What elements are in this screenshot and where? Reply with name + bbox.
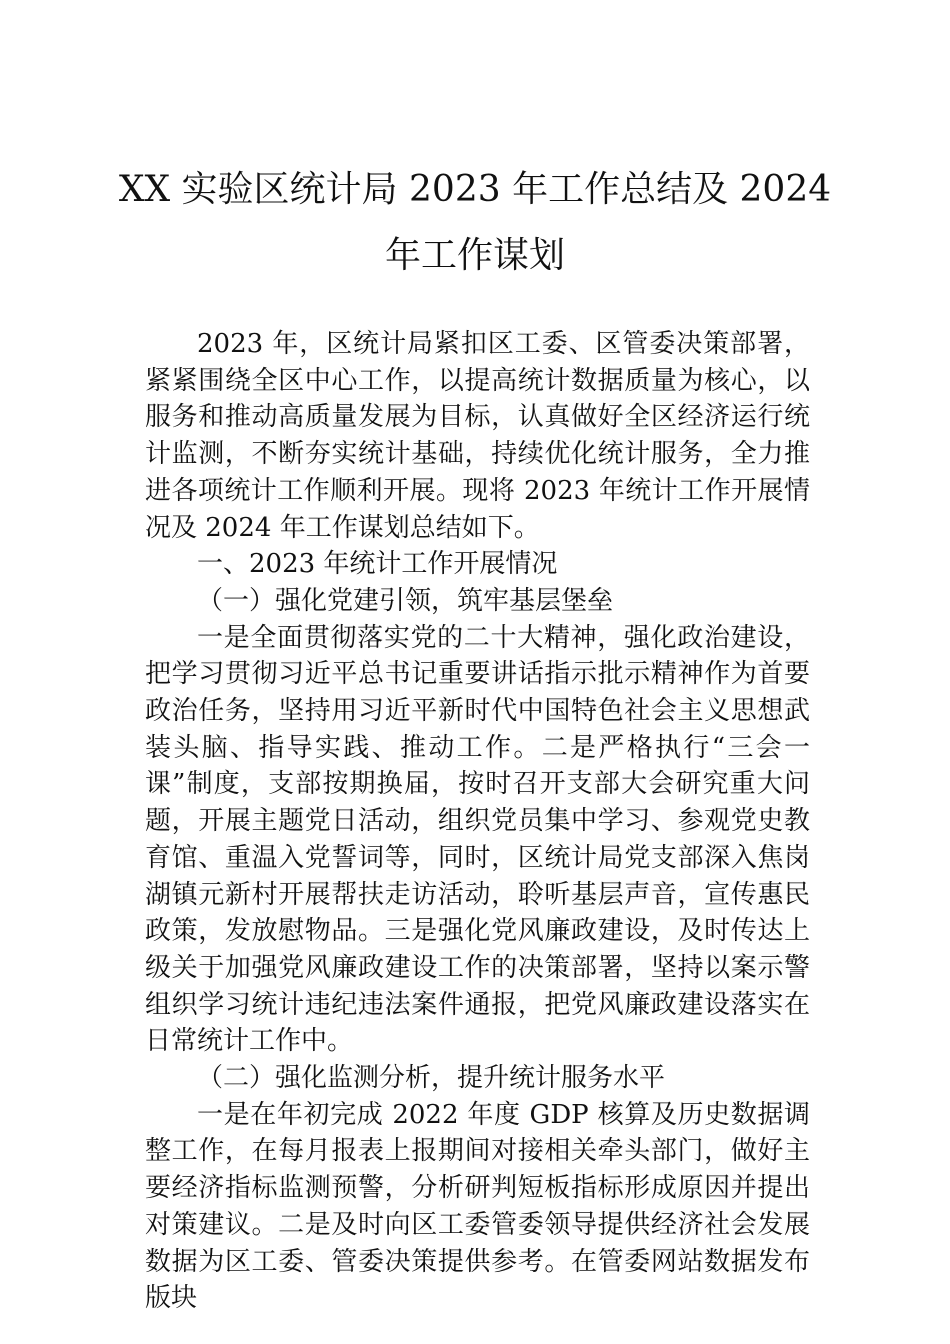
subsection-heading-1: （一）强化党建引领，筑牢基层堡垒	[197, 585, 614, 616]
document-title-line-2: 年工作谋划	[384, 235, 565, 276]
body-paragraph-party-building: 一是全面贯彻落实党的二十大精神，强化政治建设，把学习贯彻习近平总书记重要讲话指示批示精神作为首要政治任务，坚持用习近平新时代中国特色社会主义思想武装头脑、指导实践、推动工作。二是严格执行“三会一课”制度，支部按期换届，按时召开支部大会研究重大问题，开展主题党日活动，组织党员集中学习、参观党史教育馆、重温入党誓词等，同时，区统计局党支部深入焦岗湖镇元新村开展帮扶走访活动，聆听基层声音，宣传惠民政策，发放慰物品。三是强化党风廉政建设，及时传达上级关于加强党风廉政建设工作的决策部署，坚持以案示警组织学习统计违纪违法案件通报，把党风廉政建设落实在日常统计工作中。	[145, 622, 810, 1057]
document-body	[145, 326, 810, 1317]
subsection-heading-2: （二）强化监测分析，提升统计服务水平	[197, 1063, 666, 1094]
document-title-line-1: XX 实验区统计局 2023 年工作总结及 2024	[118, 169, 832, 210]
section-heading-1: 一、2023 年统计工作开展情况	[197, 549, 558, 580]
body-paragraph-monitoring: 一是在年初完成 2022 年度 GDP 核算及历史数据调整工作，在每月报表上报期间对接相关牵头部门，做好主要经济指标监测预警，分析研判短板指标形成原因并提出对策建议。二是及时向区工委管委领导提供经济社会发展数据为区工委、管委决策提供参考。在管委网站数据发布版块	[145, 1099, 810, 1314]
intro-paragraph: 2023 年，区统计局紧扣区工委、区管委决策部署，紧紧围绕全区中心工作，以提高统计数据质量为核心，以服务和推动高质量发展为目标，认真做好全区经济运行统计监测，不断夯实统计基础，持续优化统计服务，全力推进各项统计工作顺利开展。现将 2023 年统计工作开展情况及 2024 年工作谋划总结如下。	[145, 329, 810, 543]
